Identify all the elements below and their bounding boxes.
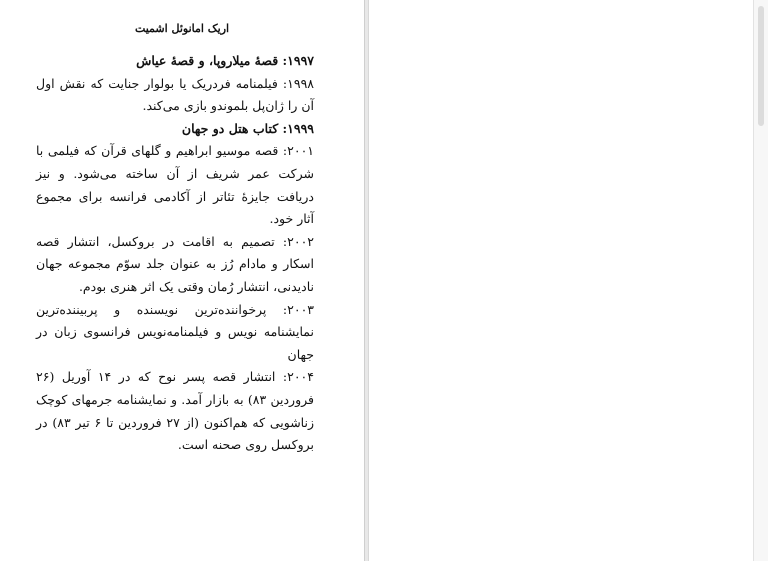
running-head: اریک امانوئل اشمیت: [134, 22, 230, 35]
entry-2002: ۲۰۰۲: تصمیم به اقامت در بروکسل، انتشار قصه اسکار و مادام رُز به عنوان جلد سوّم مجموعه جهان نادیدنی، انتشار رُمان وقتی یک اثر هنری بودم.: [36, 233, 314, 294]
entry-1999-text: ۱۹۹۹: کتاب هتل دو جهان: [181, 120, 314, 136]
entry-1999: [36, 118, 314, 141]
right-page: [368, 0, 754, 561]
scrollbar-thumb[interactable]: [758, 6, 764, 126]
vertical-scrollbar[interactable]: [753, 0, 768, 561]
entry-2003: ۲۰۰۳: پرخواننده‌ترین نویسنده و پربیننده‌ترین نمایشنامه نویس و فیلمنامه‌نویس فرانسوی زبان در جهان: [36, 301, 314, 362]
entry-2001: ۲۰۰۱: قصه موسیو ابراهیم و گلهای قرآن که فیلمی با شرکت عمر شریف از آن ساخته می‌شود. و نیز دریافت جایزهٔ تئاتر از آکادمی فرانسه برای مجموع آثار خود.: [36, 143, 314, 227]
entry-1997: [36, 50, 314, 73]
left-page: [0, 0, 365, 561]
page-body: [36, 50, 314, 457]
entry-1998: ۱۹۹۸: فیلمنامه فردریک یا بولوار جنایت که نقش اول آن را ژان‌پل بلموندو بازی می‌کند.: [36, 75, 314, 114]
entry-2004: ۲۰۰۴: انتشار قصه پسر نوح که در ۱۴ آوریل (۲۶ فروردین ۸۳) به بازار آمد. و نمایشنامه جرمهای کوچک زناشویی که هم‌اکنون (از ۲۷ فروردین تا ۶ تیر ۸۳) در بروکسل روی صحنه است.: [36, 369, 314, 453]
entry-1997-text: ۱۹۹۷: قصهٔ میلاروپا، و قصهٔ عیاش: [136, 53, 314, 68]
